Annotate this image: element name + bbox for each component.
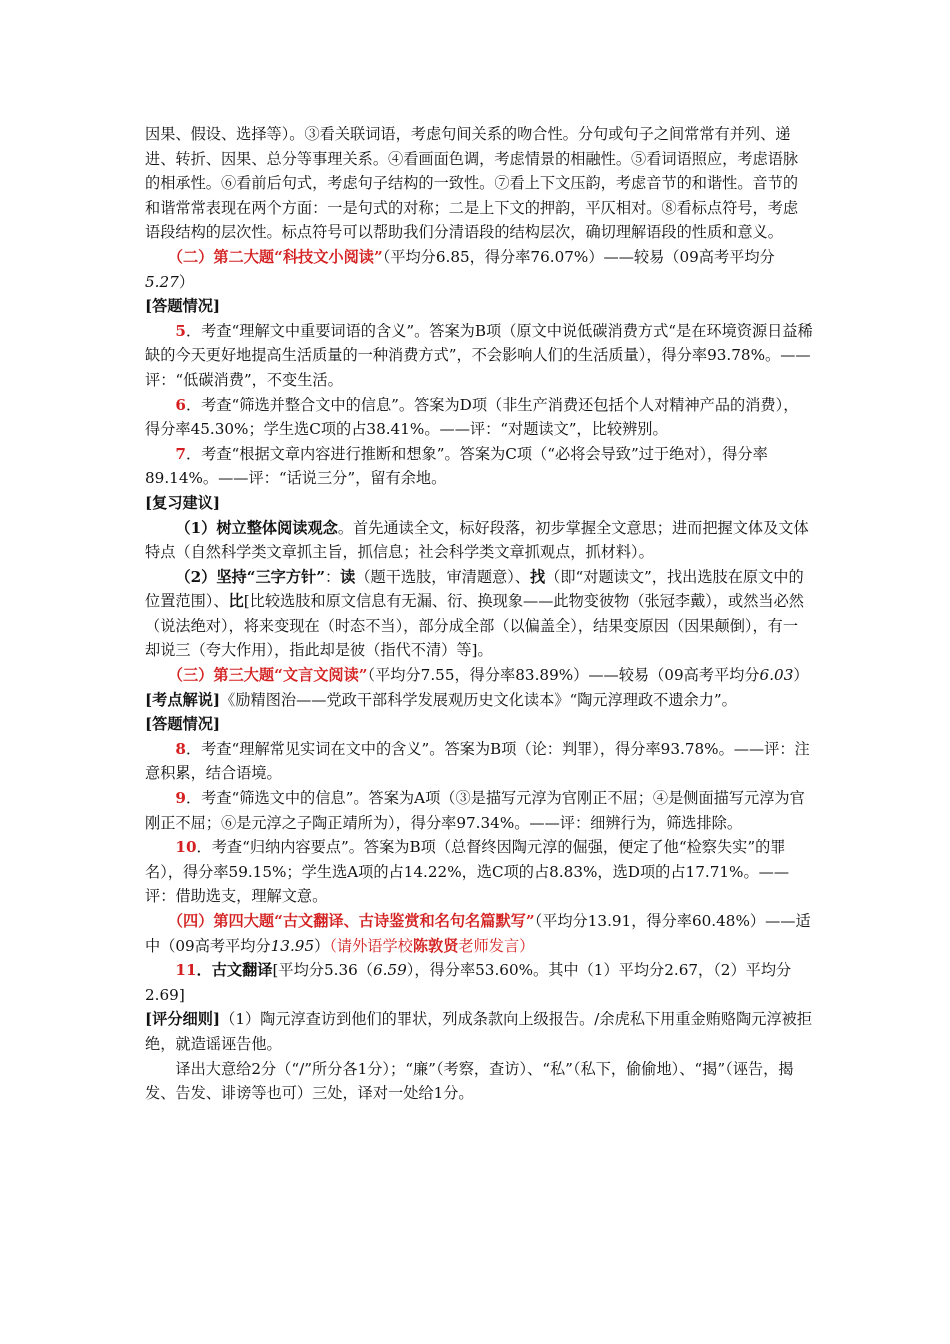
- section-2-review-label: [复习建议]: [145, 493, 221, 512]
- section-3-heading: （三）第三大题“文言文阅读”: [167, 666, 368, 685]
- question-11: 11．古文翻译[平均分5.36（6.59），得分率53.60%。其中（1）平均分2.67，（2）平均分2.69]: [145, 961, 792, 1004]
- section-2-avg09: 5.27: [145, 272, 179, 291]
- document-page: [145, 122, 813, 1106]
- speaker-name: 陈敦贤: [412, 936, 459, 955]
- review-item-1: （1）树立整体阅读观念。首先通读全文，标好段落，初步掌握全文意思；进而把握文体及文体特点（自然科学类文章抓主旨，抓信息；社会科学类文章抓观点，抓材料）。: [145, 518, 809, 562]
- question-6: 6．考查“筛选并整合文中的信息”。答案为D项（非生产消费还包括个人对精神产品的消费），得分率45.30%；学生选C项的占38.41%。——评：“对题读文”，比较辨别。: [145, 395, 799, 439]
- intro-paragraph: 因果、假设、选择等）。③看关联词语，考虑句间关系的吻合性。分句或句子之间常常有并列、递进、转折、因果、总分等事理关系。④看画面色调，考虑情景的相融性。⑤看词语照应，考虑语脉的相承性。⑥看前后句式，考虑句子结构的一致性。⑦看上下文压韵，考虑音节的和谐性。音节的和谐常常表现在两个方面：一是句式的对称；二是上下文的押韵，平仄相对。⑧看标点符号，考虑语段结构的层次性。标点符号可以帮助我们分清语段的结构层次，确切理解语段的性质和意义。: [145, 125, 799, 242]
- section-3-kd: [考点解说]《励精图治——党政干部科学发展观历史文化读本》“陶元淳理政不遗余力”。: [145, 690, 737, 709]
- question-10: 10．考查“归纳内容要点”。答案为B项（总督终因陶元淳的倔强，便定了他“检察失实”的罪名），得分率59.15%；学生选A项的占14.22%，选C项的占8.83%，选D项的占17.71%。——评：借助选支，理解文意。: [145, 838, 790, 906]
- question-9: 9．考查“筛选文中的信息”。答案为A项（③是描写元淳为官刚正不屈；④是侧面描写元淳为官刚正不屈；⑥是元淳之子陶正靖所为），得分率97.34%。——评：细辨行为，筛选排除。: [145, 789, 805, 832]
- section-4-heading-line: （四）第四大题“古文翻译、古诗鉴赏和名句名篇默写”（平均分13.91，得分率60.48%）——适中（09高考平均分13.95）（请外语学校陈敦贤老师发言）: [145, 912, 811, 955]
- section-3-answer-label: [答题情况]: [145, 715, 221, 734]
- question-5: 5．考查“理解文中重要词语的含义”。答案为B项（原文中说低碳消费方式“是在环境资源日益稀缺的今天更好地提高生活质量的一种消费方式”，不会影响人们的生活质量），得分率93.78%。——评：“低碳消费”，不变生活。: [145, 321, 813, 389]
- section-2-heading: （二）第二大题“科技文小阅读”: [167, 247, 383, 266]
- scoring-rules-detail: 译出大意给2分（“/”所分各1分）；“廉”（考察，查访）、“私”（私下，偷偷地）、“揭”（诬告，揭发、告发、诽谤等也可）三处，译对一处给1分。: [145, 1059, 794, 1103]
- section-3-stats: （平均分7.55，得分率83.89%）——较易（09高考平均分: [367, 666, 760, 685]
- scoring-rules: [评分细则]（1）陶元淳查访到他们的罪状，列成条款向上级报告。/余虎私下用重金贿赂陶元淳被拒绝，就造谣诬告他。: [145, 1010, 813, 1053]
- section-3-heading-line: （三）第三大题“文言文阅读”（平均分7.55，得分率83.89%）——较易（09高考平均分6.03）: [167, 666, 809, 685]
- section-4-stats: （平均分13.91，得分率60.48%）——适中（09高考平均分: [145, 912, 811, 955]
- section-2-stats: （平均分6.85，得分率76.07%）——较易（09高考平均分: [382, 247, 775, 266]
- review-item-2: （2）坚持“三字方针”：读（题干选肢，审清题意）、找（即“对题读文”，找出选肢在原文中的位置范围）、比[比较选肢和原文信息有无漏、衍、换现象——此物变彼物（张冠李戴），或然当必然（说法绝对），将来变现在（时态不当），部分成全部（以偏盖全），结果变原因（因果颠倒），有一却说三（夸大作用），指此却是彼（指代不清）等]。: [145, 567, 804, 660]
- question-8: 8．考查“理解常见实词在文中的含义”。答案为B项（论：判罪），得分率93.78%。——评：注意积累，结合语境。: [145, 739, 810, 783]
- section-2-heading-line: （二）第二大题“科技文小阅读”（平均分6.85，得分率76.07%）——较易（09高考平均分5.27）: [145, 247, 775, 291]
- section-2-answer-label: [答题情况]: [145, 297, 221, 316]
- section-3-avg09: 6.03: [759, 666, 794, 685]
- section-4-heading: （四）第四大题“古文翻译、古诗鉴赏和名句名篇默写”: [167, 912, 535, 930]
- question-7: 7．考查“根据文章内容进行推断和想象”。答案为C项（“必将会导致”过于绝对），得分率89.14%。——评：“话说三分”，留有余地。: [145, 444, 768, 488]
- section-4-avg09: 13.95: [270, 936, 315, 955]
